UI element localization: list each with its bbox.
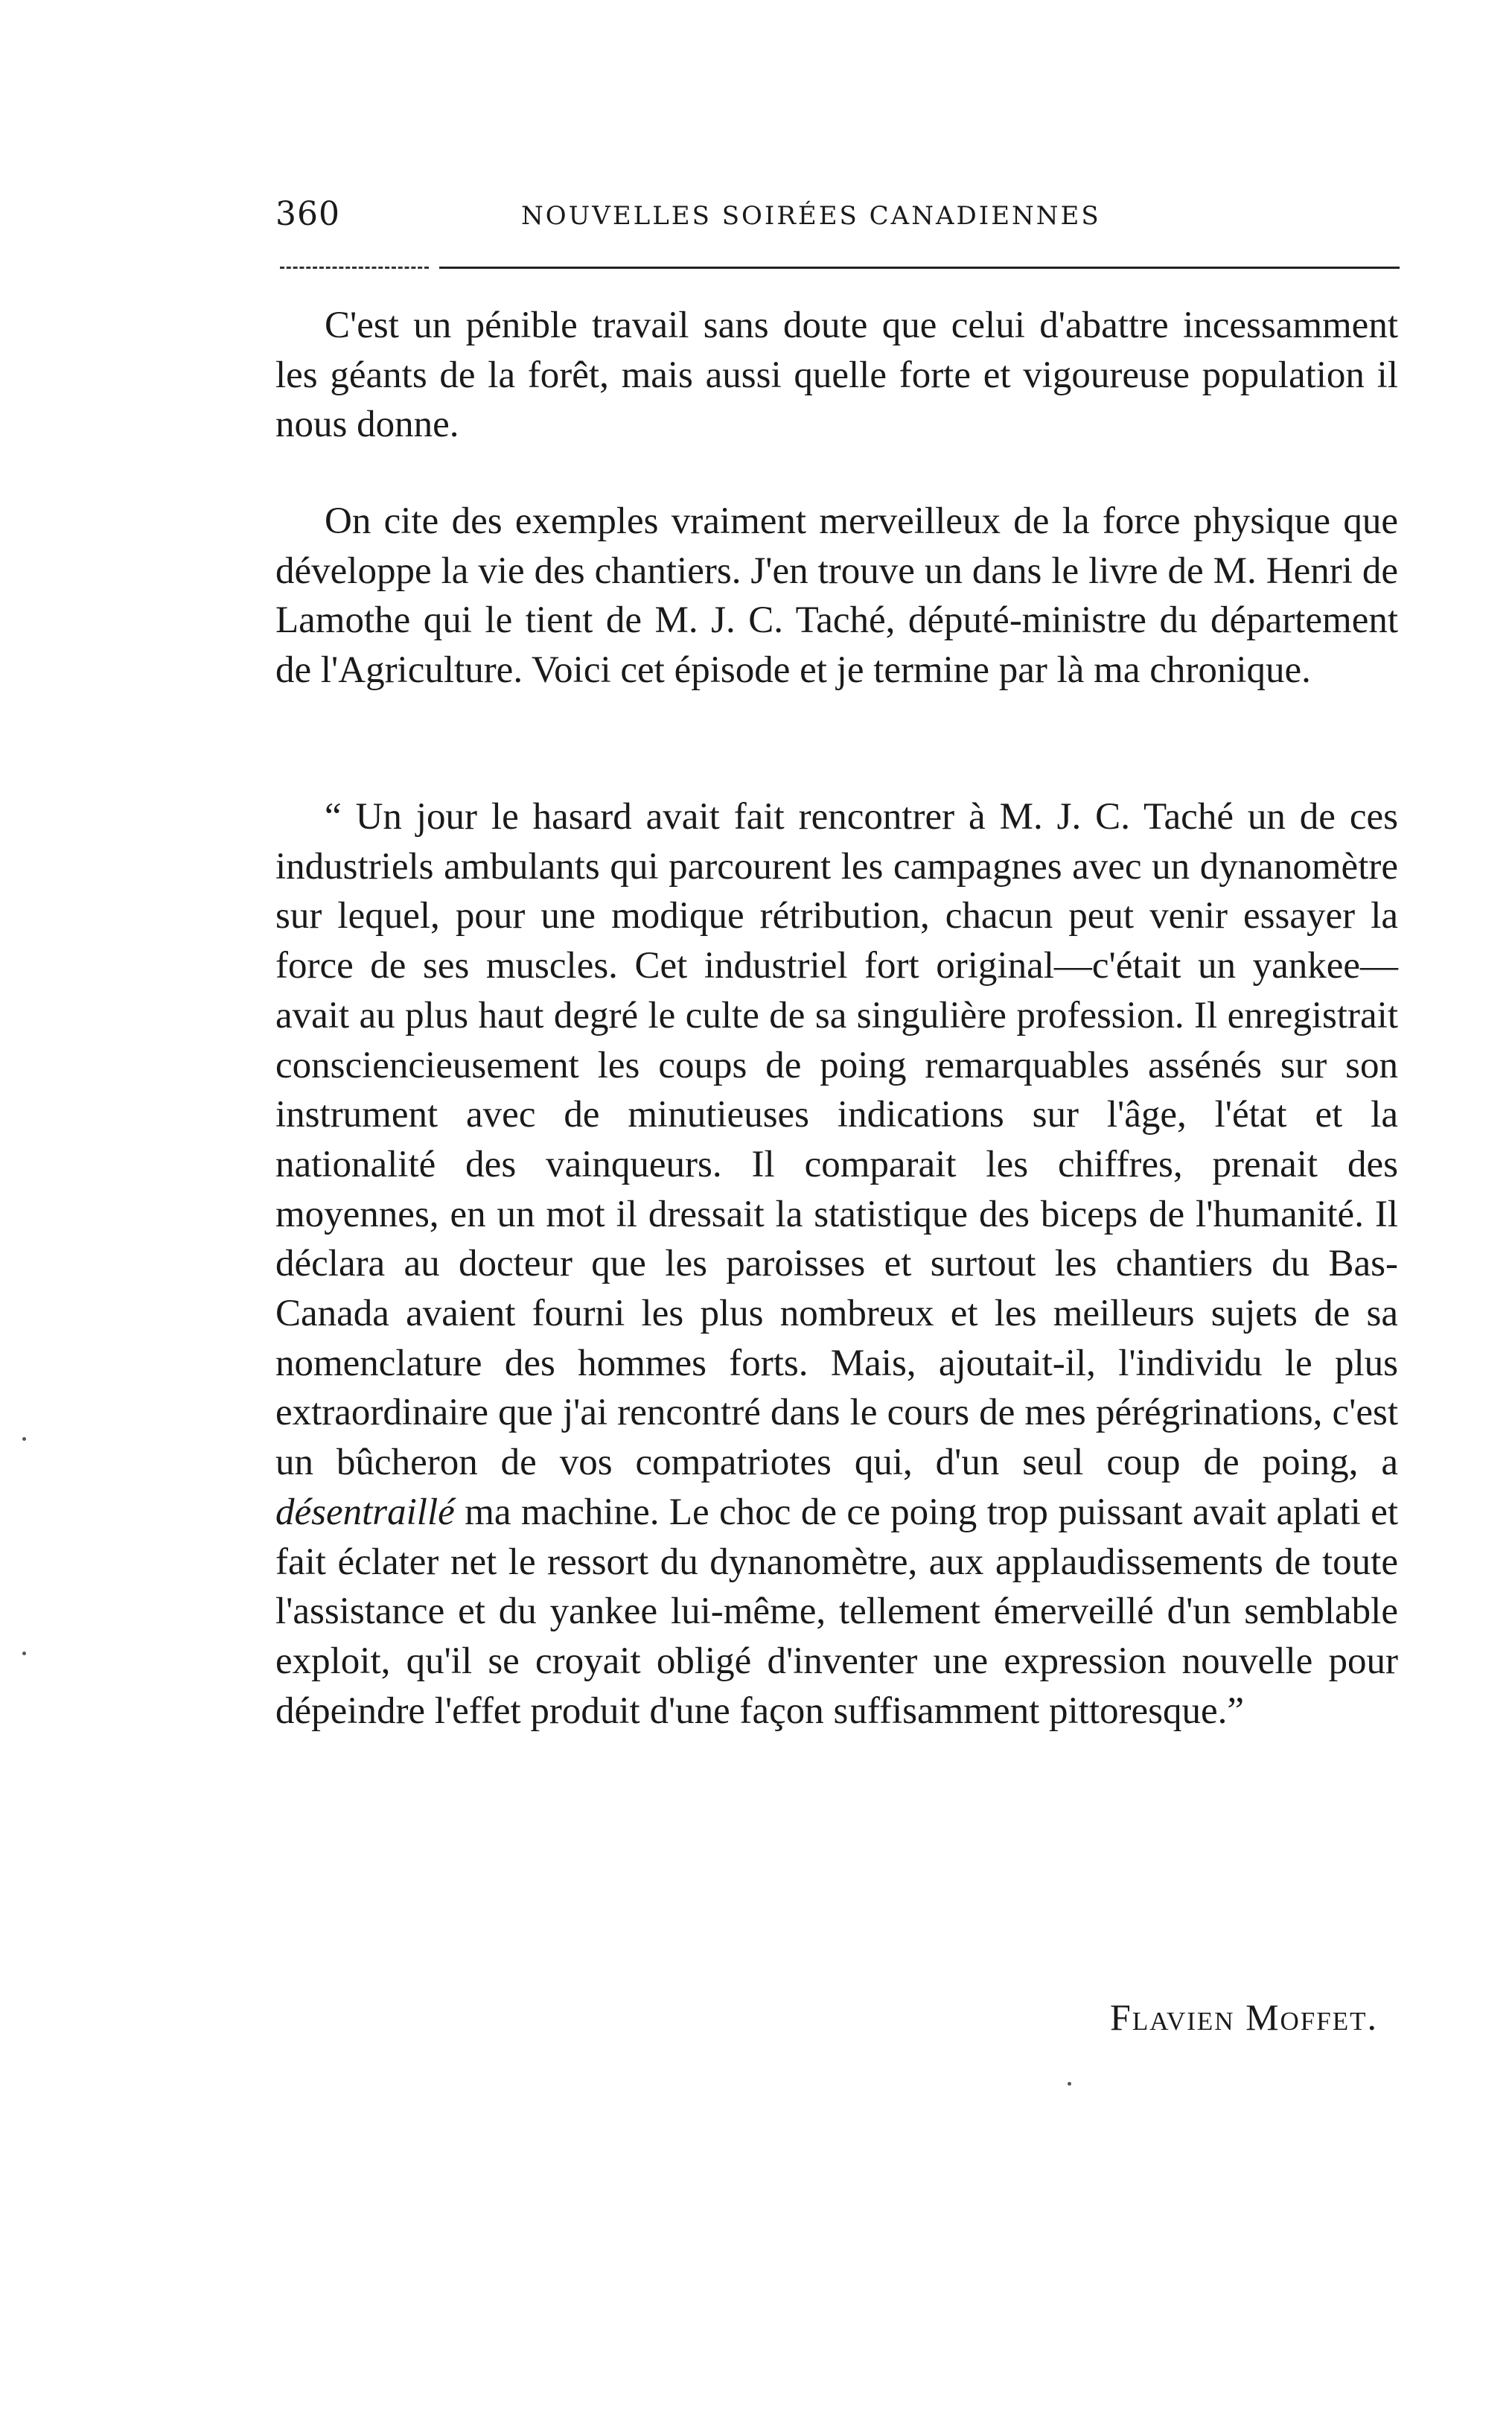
quote-italic-word: désentraillé	[275, 1491, 455, 1533]
quote-text-start: “ Un jour le hasard avait fait rencontrer à M. J. C. Taché un de ces industriels ambulants qui parcourent les campagnes avec un dynanomètre sur lequel, pour une modique rétribution, chacun peut venir essayer la force de ses muscles. Cet industriel fort original—c'était un yankee—avait au plus haut degré le culte de sa singulière profession. Il enregistrait consciencieusement les coups de poing remarquables assénés sur son instrument avec de minutieuses indications sur l'âge, l'état et la nationalité des vainqueurs. Il comparait les chiffres, prenait des moyennes, en un mot il dressait la statistique des biceps de l'humanité. Il déclara au docteur que les paroisses et surtout les chantiers du Bas-Canada avaient fourni les plus nombreux et les meilleurs sujets de sa nomenclature des hommes forts. Mais, ajoutait-il, l'individu le plus extraordinaire que j'ai rencontré dans le cours de mes pérégrinations, c'est un bûcheron de vos compatriotes qui, d'un seul coup de poing, a	[275, 796, 1398, 1484]
header-rule	[439, 267, 1400, 269]
paragraph-1-text: C'est un pénible travail sans doute que celui d'abattre incessamment les géants de la forêt, mais aussi quelle forte et vigoureuse population il nous donne.	[275, 305, 1398, 446]
paragraph-3	[275, 792, 1398, 1736]
paragraph-2-text: On cite des exemples vraiment merveilleux de la force physique que développe la vie des chantiers. J'en trouve un dans le livre de M. Henri de Lamothe qui le tient de M. J. C. Taché, député-ministre du département de l'Agriculture. Voici cet épisode et je termine par là ma chronique.	[275, 500, 1398, 692]
scan-speck	[22, 1437, 26, 1441]
paragraph-1	[275, 301, 1398, 450]
author-signature: Flavien Moffet.	[1110, 1996, 1378, 2038]
scan-speck	[1068, 2082, 1071, 2086]
paragraph-3-text	[275, 792, 1398, 1736]
page-number: 360	[275, 195, 340, 233]
header-rule-dashed	[280, 267, 429, 269]
page-header	[275, 195, 1407, 240]
scan-speck	[22, 1652, 26, 1655]
paragraph-2	[275, 497, 1398, 695]
quote-text-end: ma machine. Le choc de ce poing trop puissant avait aplati et fait éclater net le ressort du dynanomètre, aux applaudissements de toute l'assistance et du yankee lui-même, tellement émerveillé d'un semblable exploit, qu'il se croyait obligé d'inventer une expression nouvelle pour dépeindre l'effet produit d'une façon suffisamment pittoresque.”	[275, 1491, 1398, 1732]
running-head: NOUVELLES SOIRÉES CANADIENNES	[521, 201, 1101, 231]
